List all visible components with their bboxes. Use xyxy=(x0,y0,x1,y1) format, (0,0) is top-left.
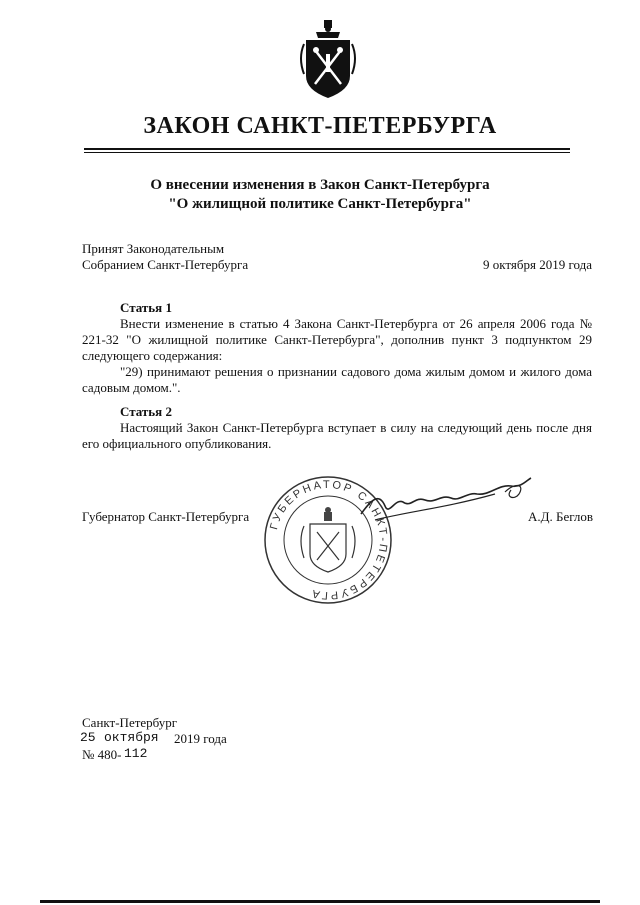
footer-number-prefix: № 480- xyxy=(82,747,122,762)
article-1-heading: Статья 1 xyxy=(120,300,172,315)
signature-scribble xyxy=(355,472,535,532)
adoption-line-2: Собранием Санкт-Петербурга xyxy=(82,257,249,272)
title-rule-thin xyxy=(84,152,570,153)
footer-year: 2019 года xyxy=(174,731,227,746)
adoption-date: 9 октября 2019 года xyxy=(483,257,592,272)
signatory-name: А.Д. Беглов xyxy=(528,509,594,524)
subtitle-line-2: "О жилищной политике Санкт-Петербурга" xyxy=(168,196,472,212)
article-1-text: Внести изменение в статью 4 Закона Санкт-Петербурга от 26 апреля 2006 года № 221-32 "О жилищной политике Санкт-Петербурга", дополнив пункт 3 подпунктом 29 следующего содержания: xyxy=(82,316,592,363)
footer-number: 112 xyxy=(124,746,148,761)
article-2-text: Настоящий Закон Санкт-Петербурга вступает в силу на следующий день после дня его официального опубликования. xyxy=(82,420,592,451)
subtitle-line-1: О внесении изменения в Закон Санкт-Петербурга xyxy=(150,177,490,193)
title-rule xyxy=(84,148,570,150)
adoption-line-1: Принят Законодательным xyxy=(82,241,225,256)
signatory-position: Губернатор Санкт-Петербурга xyxy=(82,509,250,524)
footer-month: октября xyxy=(104,730,159,745)
footer-day: 25 xyxy=(80,730,96,745)
spb-coat-of-arms-icon xyxy=(296,18,360,100)
scan-edge-bar xyxy=(40,900,600,903)
article-2-heading: Статья 2 xyxy=(120,404,172,419)
article-1-quote: "29) принимают решения о признании садового дома жилым домом и жилого дома садовым домом.". xyxy=(82,364,592,395)
document-title: ЗАКОН САНКТ-ПЕТЕРБУРГА xyxy=(143,113,497,139)
svg-text:ГУБЕРНАТОР САНКТ-ПЕТЕРБУРГА: ГУБЕРНАТОР САНКТ-ПЕТЕРБУРГА xyxy=(268,478,390,602)
footer-city: Санкт-Петербург xyxy=(82,715,178,730)
